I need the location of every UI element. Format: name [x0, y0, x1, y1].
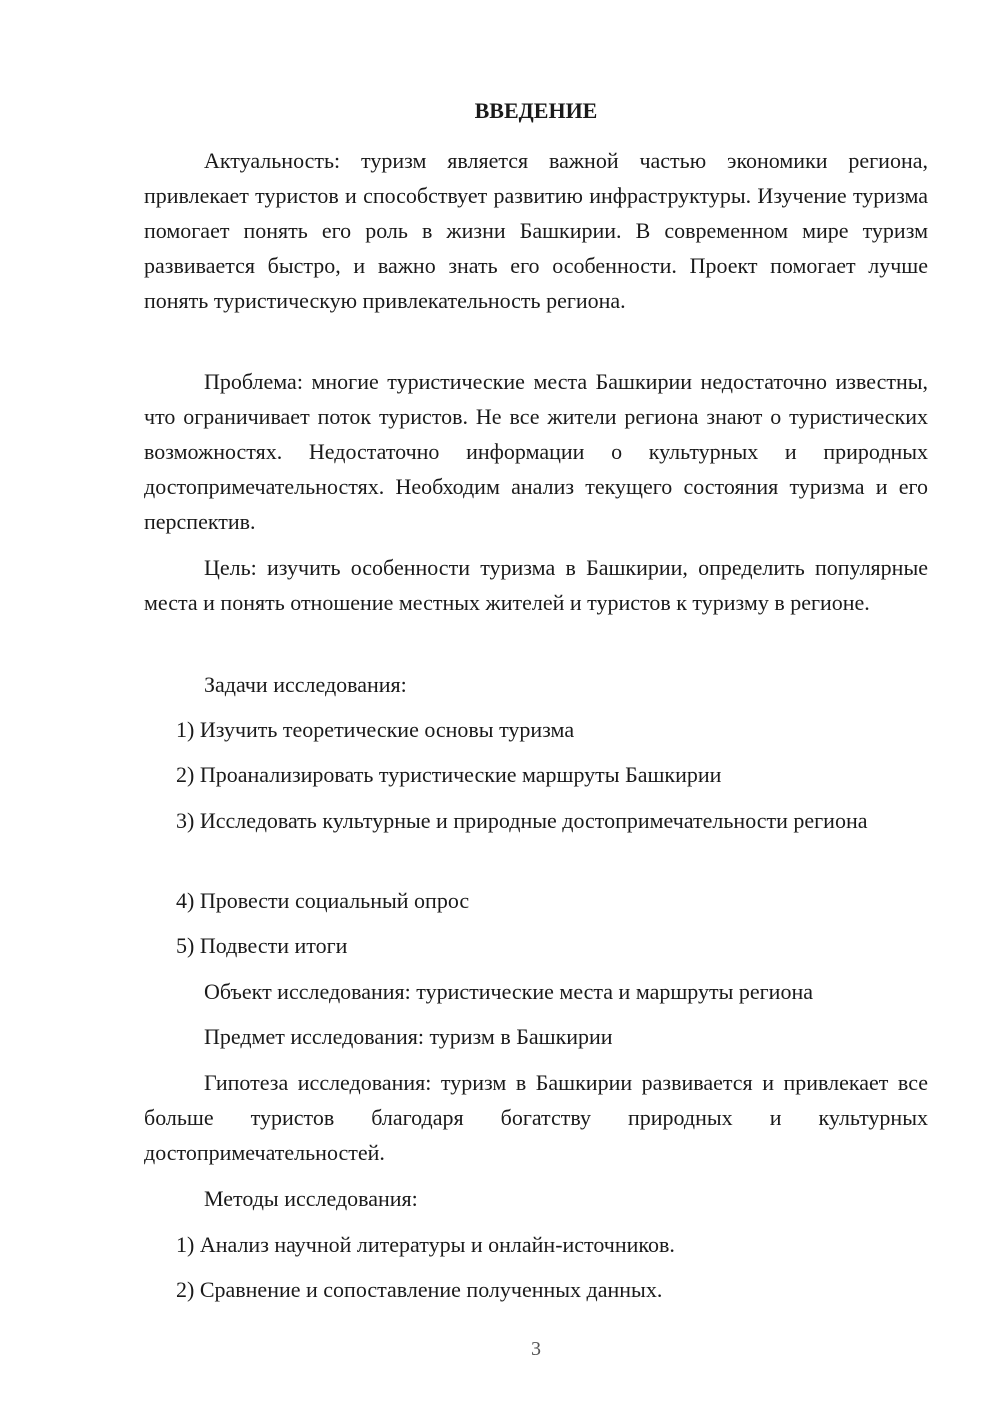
task-item-1: 1) Изучить теоретические основы туризма [176, 717, 575, 742]
task-item-5: 5) Подвести итоги [176, 933, 348, 958]
relevance-paragraph: Актуальность: туризм является важной частью экономики региона, привлекает туристов и способствует развитию инфраструктуры. Изучение туризма помогает понять его роль в жизни Башкирии. В современном мире туризм развивается быстро, и важно знать его особенности. Проект помогает лучше понять туристическую привлекательность региона. [144, 148, 928, 313]
task-item-3: 3) Исследовать культурные и природные достопримечательности региона [176, 808, 868, 833]
page-title: ВВЕДЕНИЕ [474, 98, 598, 123]
task-item-4: 4) Провести социальный опрос [176, 888, 470, 913]
page-number: 3 [531, 1338, 541, 1360]
object-paragraph: Объект исследования: туристические места и маршруты региона [204, 979, 813, 1004]
tasks-heading: Задачи исследования: [204, 672, 407, 697]
task-item-2: 2) Проанализировать туристические маршруты Башкирии [176, 762, 722, 787]
subject-paragraph: Предмет исследования: туризм в Башкирии [204, 1024, 613, 1049]
hypothesis-paragraph: Гипотеза исследования: туризм в Башкирии развивается и привлекает все больше туристов благодаря богатству природных и культурных достопримечательностей. [144, 1070, 928, 1165]
goal-paragraph: Цель: изучить особенности туризма в Башкирии, определить популярные места и понять отношение местных жителей и туристов к туризму в регионе. [144, 555, 928, 615]
methods-heading: Методы исследования: [204, 1186, 418, 1211]
method-item-1: 1) Анализ научной литературы и онлайн-источников. [176, 1232, 675, 1257]
method-item-2: 2) Сравнение и сопоставление полученных данных. [176, 1277, 663, 1302]
problem-paragraph: Проблема: многие туристические места Башкирии недостаточно известны, что ограничивает поток туристов. Не все жители региона знают о туристических возможностях. Недостаточно информации о культурных и природных достопримечательностях. Необходим анализ текущего состояния туризма и его перспектив. [144, 369, 928, 534]
